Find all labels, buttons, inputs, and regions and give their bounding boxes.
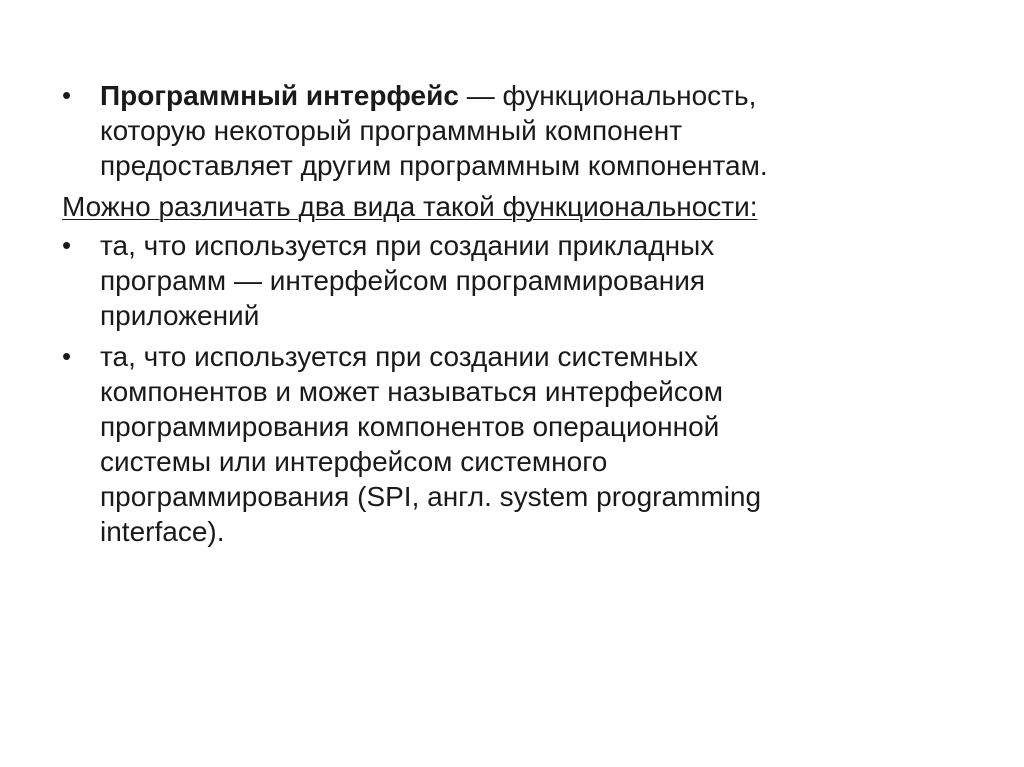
subheading-underlined: Можно различать два вида такой функциональности: <box>62 191 758 222</box>
bullet-line: программирования (SPI, англ. system programming <box>100 481 762 512</box>
bullet-line: interface). <box>100 516 225 547</box>
bullet-line: программ — интерфейсом программирования <box>100 265 705 296</box>
bullet-line: приложений <box>100 300 260 331</box>
definition-text: — функциональность, <box>458 80 757 111</box>
bullet-line <box>100 78 962 113</box>
bullet-item-application-api <box>62 228 962 333</box>
bullet-line: та, что используется при создании системных <box>100 341 699 372</box>
bullet-line: предоставляет другим программным компонентам. <box>100 150 768 181</box>
bullet-line: системы или интерфейсом системного <box>100 446 608 477</box>
bullet-line: та, что используется при создании прикладных <box>100 230 715 261</box>
bullet-item-api-definition <box>62 78 962 183</box>
slide-content <box>62 78 962 555</box>
bullet-icon: • <box>62 341 72 371</box>
bullet-icon: • <box>62 230 72 260</box>
bullet-item-system-api <box>62 339 962 549</box>
bullet-line: которую некоторый программный компонент <box>100 115 683 146</box>
bullet-line: программирования компонентов операционной <box>100 411 720 442</box>
bullet-icon: • <box>62 80 72 110</box>
term-bold: Программный интерфейс <box>100 80 459 111</box>
bullet-line: компонентов и может называться интерфейсом <box>100 376 723 407</box>
